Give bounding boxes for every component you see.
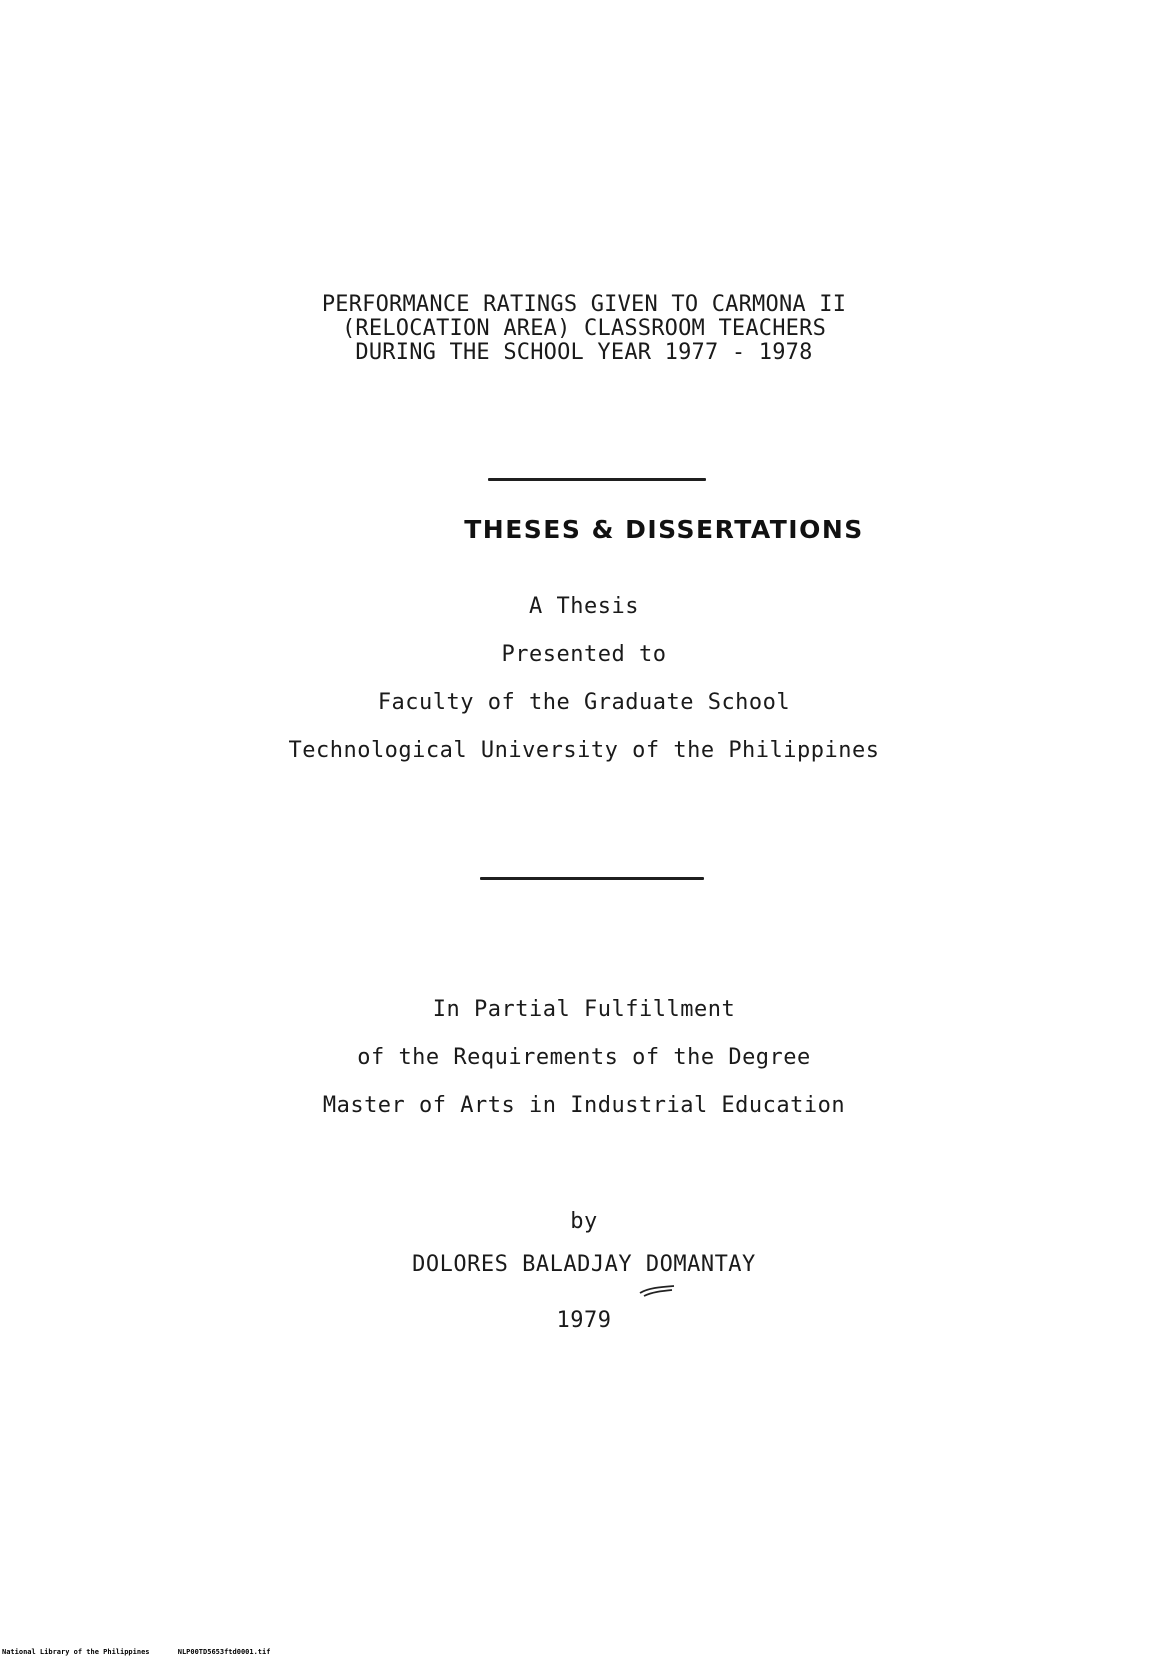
scan-footer (2, 1648, 294, 1656)
fulfillment-line-1: In Partial Fulfillment (432, 997, 736, 1022)
title-line-1: PERFORMANCE RATINGS GIVEN TO CARMONA II (321, 292, 847, 317)
author-name: DOLORES BALADJAY DOMANTAY (412, 1252, 756, 1277)
fulfillment-line-2: of the Requirements of the Degree (357, 1045, 811, 1070)
title-line-2: (RELOCATION AREA) CLASSROOM TEACHERS (341, 316, 827, 341)
footer-file: NLP00TD5653ftd0001.tif (177, 1648, 271, 1656)
top-divider (488, 478, 706, 481)
footer-library: National Library of the Philippines (2, 1648, 150, 1656)
title-line-3: DURING THE SCHOOL YEAR 1977 - 1978 (355, 340, 813, 365)
year: 1979 (556, 1308, 612, 1333)
middle-divider (480, 877, 704, 880)
presentation-line-2: Presented to (501, 642, 667, 667)
pen-mark-icon (638, 1284, 678, 1298)
by-label: by (570, 1209, 598, 1234)
presentation-line-1: A Thesis (529, 594, 639, 619)
fulfillment-line-3: Master of Arts in Industrial Education (322, 1093, 846, 1118)
theses-dissertations-stamp: THESES & DISSERTATIONS (464, 515, 864, 544)
presentation-line-3: Faculty of the Graduate School (377, 690, 791, 715)
presentation-line-4: Technological University of the Philippines (288, 738, 880, 763)
